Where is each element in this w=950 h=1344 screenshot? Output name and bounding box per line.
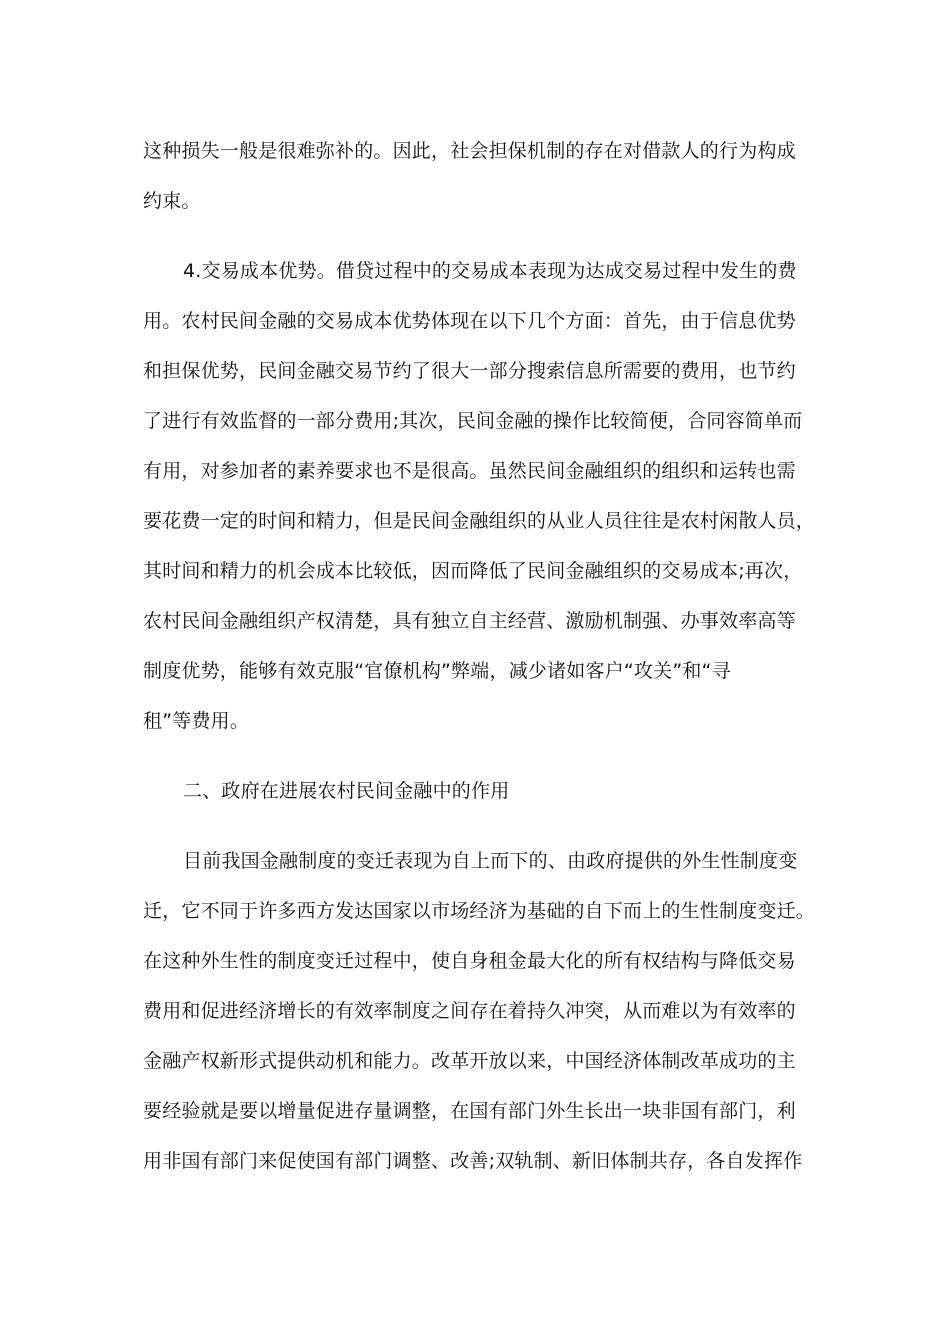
text-line-11: 制度优势，能够有效克服“官僚机构”弊端，减少诸如客户“攻关”和“寻 xyxy=(143,660,731,682)
section-heading: 二、政府在进展农村民间金融中的作用 xyxy=(183,780,510,802)
text-line-2: 约束。 xyxy=(143,190,201,212)
text-line-3: 4.交易成本优势。借贷过程中的交易成本表现为达成交易过程中发生的费 xyxy=(183,260,797,282)
text-line-6: 了进行有效监督的一部分费用;其次，民间金融的操作比较简便，合同容简单而 xyxy=(143,410,803,432)
text-line-4: 用。农村民间金融的交易成本优势体现在以下几个方面：首先，由于信息优势 xyxy=(143,310,796,332)
text-line-16: 在这种外生性的制度变迁过程中，使自身租金最大化的所有权结构与降低交易 xyxy=(143,950,796,972)
text-line-20: 用非国有部门来促使国有部门调整、改善;双轨制、新旧体制共存，各自发挥作 xyxy=(143,1150,803,1172)
text-line-9: 其时间和精力的机会成本比较低，因而降低了民间金融组织的交易成本;再次， xyxy=(143,560,803,582)
text-line-17: 费用和促进经济增长的有效率制度之间存在着持久冲突，从而难以为有效率的 xyxy=(143,1000,796,1022)
text-line-12: 租”等费用。 xyxy=(143,710,250,732)
text-line-10: 农村民间金融组织产权清楚，具有独立自主经营、激励机制强、办事效率高等 xyxy=(143,610,796,632)
text-line-5: 和担保优势，民间金融交易节约了很大一部分搜索信息所需要的费用，也节约 xyxy=(143,360,796,382)
text-line-19: 要经验就是要以增量促进存量调整，在国有部门外生长出一块非国有部门，利 xyxy=(143,1100,796,1122)
text-line-1: 这种损失一般是很难弥补的。因此，社会担保机制的存在对借款人的行为构成 xyxy=(143,140,796,162)
text-line-8: 要花费一定的时间和精力，但是民间金融组织的从业人员往往是农村闲散人员， xyxy=(143,510,816,532)
text-line-15: 迁，它不同于许多西方发达国家以市场经济为基础的自下而上的生性制度变迁。 xyxy=(143,900,816,922)
text-line-7: 有用，对参加者的素养要求也不是很高。虽然民间金融组织的组织和运转也需 xyxy=(143,460,796,482)
text-line-14: 目前我国金融制度的变迁表现为自上而下的、由政府提供的外生性制度变 xyxy=(183,850,798,872)
text-line-18: 金融产权新形式提供动机和能力。改革开放以来，中国经济体制改革成功的主 xyxy=(143,1050,796,1072)
